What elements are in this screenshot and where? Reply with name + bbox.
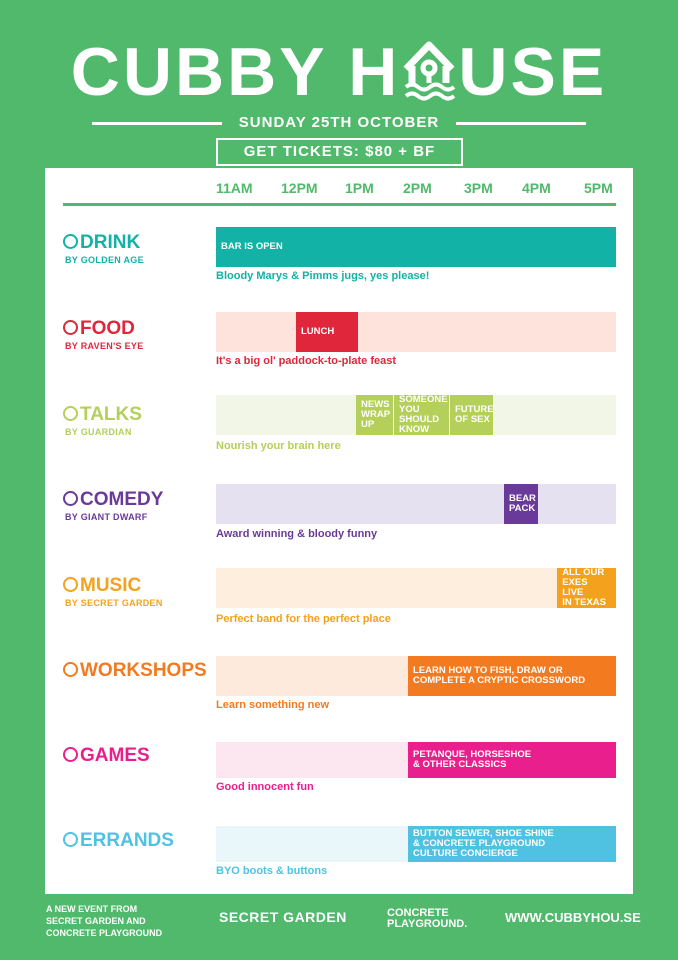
category-name: GAMES — [80, 745, 150, 766]
event-block-line: YOU — [399, 404, 420, 415]
category-tagline: Good innocent fun — [216, 781, 314, 793]
hour-label: 4PM — [522, 180, 551, 196]
food-icon — [63, 320, 78, 335]
logo-line: CONCRETE — [387, 907, 449, 919]
category-food — [63, 318, 144, 352]
music-icon — [63, 577, 78, 592]
hour-label: 5PM — [584, 180, 613, 196]
website-link[interactable]: WWW.CUBBYHOU.SE — [505, 910, 641, 925]
category-sponsor: BY GOLDEN AGE — [65, 255, 144, 265]
timeline-track-errands — [216, 826, 616, 862]
category-sponsor: BY SECRET GARDEN — [65, 598, 163, 608]
title-right: USE — [458, 34, 608, 110]
event-block-line: COMPLETE A CRYPTIC CROSSWORD — [413, 675, 586, 686]
category-tagline: BYO boots & buttons — [216, 865, 328, 877]
category-tagline: Nourish your brain here — [216, 440, 341, 452]
event-block[interactable] — [356, 395, 394, 435]
event-block-line: NEWS — [361, 399, 390, 410]
concrete-playground-logo — [387, 908, 467, 930]
category-drink — [63, 232, 144, 266]
category-workshops — [63, 660, 207, 682]
hour-label: 11AM — [216, 180, 253, 196]
event-block[interactable] — [296, 312, 358, 352]
category-name: FOOD — [80, 318, 135, 339]
event-block[interactable] — [408, 742, 616, 778]
category-music — [63, 575, 163, 609]
hour-label: 12PM — [281, 180, 318, 196]
hour-label: 1PM — [345, 180, 374, 196]
event-block-line: KNOW — [399, 424, 430, 435]
event-date: SUNDAY 25TH OCTOBER — [238, 114, 440, 131]
workshops-icon — [63, 662, 78, 677]
event-block-line: ALL OUR — [562, 567, 605, 578]
event-block-line: PETANQUE, HORSESHOE — [413, 749, 532, 760]
event-block[interactable] — [450, 395, 494, 435]
get-tickets-button[interactable]: GET TICKETS: $80 + BF — [216, 138, 463, 166]
category-name: MUSIC — [80, 575, 142, 596]
timeline-track-talks — [216, 395, 616, 435]
title-left: CUBBY H — [70, 34, 401, 110]
category-tagline: Perfect band for the perfect place — [216, 613, 391, 625]
event-block-line: LEARN HOW TO FISH, DRAW OR — [413, 665, 563, 676]
event-block-line: FUTURE — [455, 404, 494, 415]
event-block-line: UP — [361, 419, 375, 430]
event-block-line: LUNCH — [301, 326, 335, 337]
timeline-track-food — [216, 312, 616, 352]
event-block[interactable] — [504, 484, 538, 524]
category-tagline: Award winning & bloody funny — [216, 528, 378, 540]
date-row — [92, 112, 586, 134]
games-icon — [63, 747, 78, 762]
event-block-line: PACK — [509, 503, 536, 514]
category-name: COMEDY — [80, 489, 164, 510]
timeline-track-comedy — [216, 484, 616, 524]
category-tagline: Bloody Marys & Pimms jugs, yes please! — [216, 270, 430, 282]
event-block-line: IN TEXAS — [562, 597, 606, 608]
comedy-icon — [63, 491, 78, 506]
category-sponsor: BY GIANT DWARF — [65, 512, 148, 522]
category-games — [63, 745, 150, 767]
event-block[interactable] — [557, 568, 616, 608]
footer-credit-line: A NEW EVENT FROM — [46, 904, 138, 914]
timeline-track-drink — [216, 227, 616, 267]
event-block-line: WRAP — [361, 409, 391, 420]
event-block-line: & CONCRETE PLAYGROUND — [413, 838, 546, 849]
category-sponsor: BY RAVEN'S EYE — [65, 341, 144, 351]
category-tagline: It's a big ol' paddock-to-plate feast — [216, 355, 397, 367]
category-name: WORKSHOPS — [80, 660, 207, 681]
secret-garden-logo: SECRET GARDEN — [219, 909, 347, 925]
errands-icon — [63, 832, 78, 847]
house-logo-icon — [402, 39, 456, 101]
logo-line: PLAYGROUND. — [387, 918, 468, 930]
event-block-line: EXES LIVE — [562, 577, 588, 598]
footer-credit-line: SECRET GARDEN AND — [46, 916, 146, 926]
category-talks — [63, 404, 142, 438]
category-errands — [63, 830, 174, 852]
category-name: TALKS — [80, 404, 142, 425]
event-block-line: OF SEX — [455, 414, 490, 425]
event-block-line: SOMEONE — [399, 394, 448, 405]
event-block-line: & OTHER CLASSICS — [413, 759, 507, 770]
category-name: ERRANDS — [80, 830, 174, 851]
timeline-track-games — [216, 742, 616, 778]
talks-icon — [63, 406, 78, 421]
event-block[interactable] — [408, 656, 616, 696]
category-comedy — [63, 489, 163, 523]
event-block-line: BUTTON SEWER, SHOE SHINE — [413, 828, 554, 839]
timeline-track-workshops — [216, 656, 616, 696]
category-sponsor: BY GUARDIAN — [65, 427, 132, 437]
event-title — [0, 34, 678, 110]
event-block[interactable] — [216, 227, 616, 267]
event-block[interactable] — [408, 826, 616, 862]
hour-label: 2PM — [403, 180, 432, 196]
timeline-track-music — [216, 568, 616, 608]
event-block-line: BEAR — [509, 493, 536, 504]
event-block-line: BAR IS OPEN — [221, 241, 283, 252]
timeline-divider — [63, 203, 616, 206]
event-block-line: SHOULD — [399, 414, 440, 425]
drink-icon — [63, 234, 78, 249]
event-block-line: CULTURE CONCIERGE — [413, 848, 518, 859]
category-tagline: Learn something new — [216, 699, 330, 711]
event-block[interactable] — [394, 395, 450, 435]
hour-label: 3PM — [464, 180, 493, 196]
footer-credits — [46, 903, 162, 939]
category-name: DRINK — [80, 232, 141, 253]
footer-credit-line: CONCRETE PLAYGROUND — [46, 928, 163, 938]
